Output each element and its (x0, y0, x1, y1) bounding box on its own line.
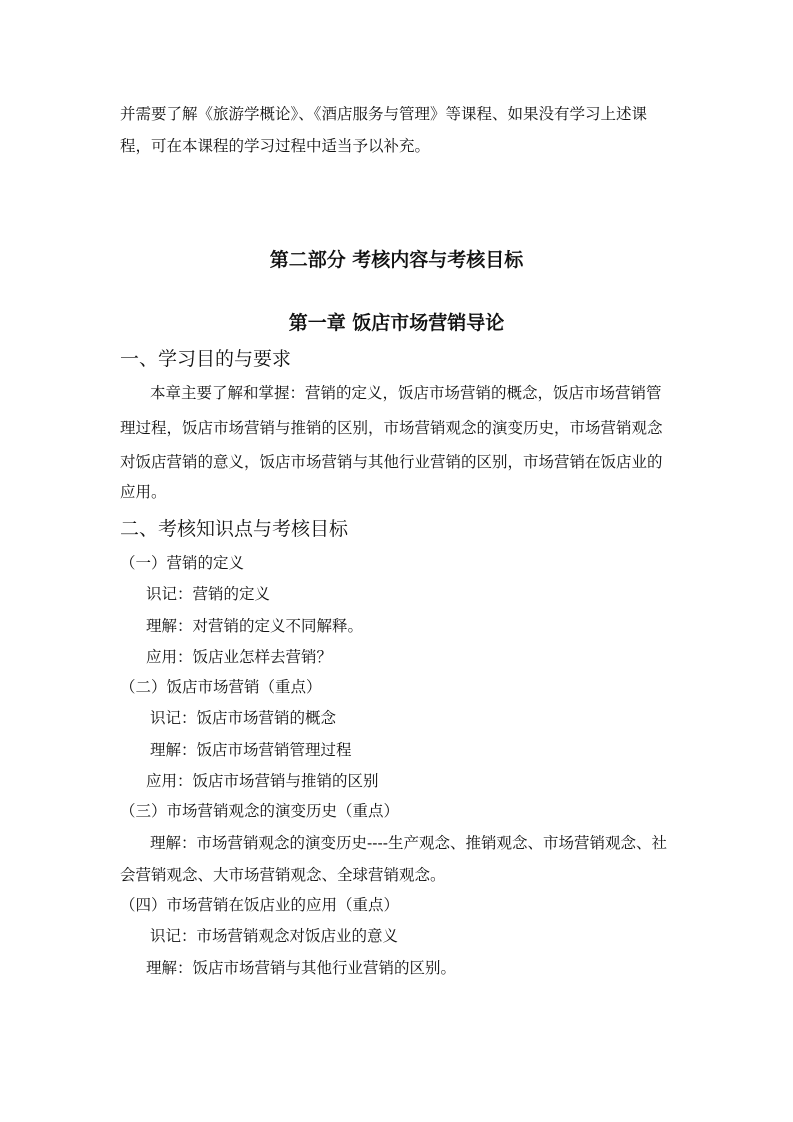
intro-line-2: 程，可在本课程的学习过程中适当予以补充。 (120, 137, 431, 155)
subsection-heading: （二）饭店市场营销（重点） (120, 678, 322, 696)
part-title: 第二部分 考核内容与考核目标 (269, 249, 524, 271)
section-2-title: 二、考核知识点与考核目标 (120, 518, 349, 540)
subsection-heading: （三）市场营销观念的演变历史（重点） (120, 802, 400, 820)
subsection-heading: （四）市场营销在饭店业的应用（重点） (120, 896, 400, 914)
list-item: 识记：市场营销观念对饭店业的意义 (150, 927, 399, 945)
list-item: 理解：市场营销观念的演变历史----生产观念、推销观念、市场营销观念、社 (150, 834, 667, 852)
list-item-continuation: 会营销观念、大市场营销观念、全球营销观念。 (120, 866, 446, 884)
subsection-heading: （一）营销的定义 (120, 554, 245, 572)
list-item: 应用：饭店业怎样去营销？ (146, 648, 333, 666)
list-item: 理解：对营销的定义不同解释。 (146, 617, 364, 635)
section-1-title: 一、学习目的与要求 (120, 348, 292, 370)
section-1-para-line: 应用。 (120, 483, 167, 501)
intro-line-1: 并需要了解《旅游学概论》、《酒店服务与管理》等课程、如果没有学习上述课 (120, 105, 648, 123)
chapter-title: 第一章 饭店市场营销导论 (288, 312, 505, 334)
list-item: 理解：饭店市场营销管理过程 (150, 741, 352, 759)
list-item: 应用：饭店市场营销与推销的区别 (146, 772, 379, 790)
list-item: 识记：营销的定义 (146, 585, 271, 603)
section-1-para-line: 本章主要了解和掌握：营销的定义，饭店市场营销的概念，饭店市场营销管 (150, 384, 662, 402)
list-item: 理解：饭店市场营销与其他行业营销的区别。 (146, 959, 457, 977)
section-1-para-line: 理过程，饭店市场营销与推销的区别，市场营销观念的演变历史，市场营销观念 (120, 419, 663, 437)
section-1-para-line: 对饭店营销的意义，饭店市场营销与其他行业营销的区别，市场营销在饭店业的 (120, 453, 663, 471)
list-item: 识记：饭店市场营销的概念 (150, 709, 337, 727)
